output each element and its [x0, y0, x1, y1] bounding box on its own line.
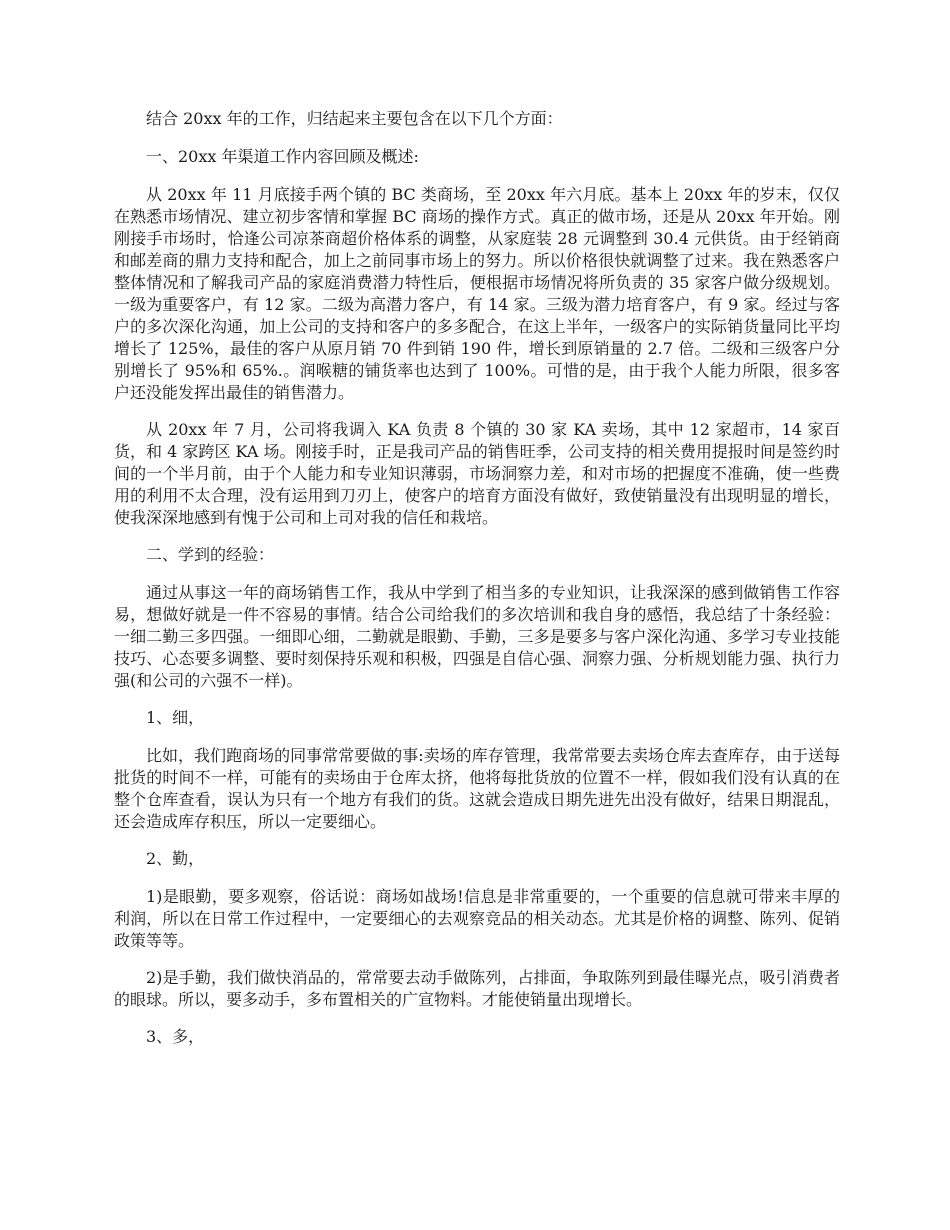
- body-paragraph-detail: 比如，我们跑商场的同事常常要做的事:卖场的库存管理，我常常要去卖场仓库去查库存，由于送每批货的时间不一样，可能有的卖场由于仓库太挤，他将每批货放的位置不一样，假如我们没有认真的在整个仓库查看，误认为只有一个地方有我们的货。这就会造成日期先进先出没有做好，结果日期混乱，还会造成库存积压，所以一定要细心。: [114, 746, 840, 831]
- document-page: [114, 108, 840, 1064]
- intro-paragraph: 结合 20xx 年的工作，归结起来主要包含在以下几个方面：: [146, 109, 563, 128]
- subheading-diligence: 2、勤，: [146, 849, 205, 868]
- body-paragraph-hand-diligence: 2)是手勤，我们做快消品的，常常要去动手做陈列，占排面，争取陈列到最佳曝光点，吸引消费者的眼球。所以，要多动手，多布置相关的广宣物料。才能使销量出现增长。: [114, 968, 840, 1009]
- body-paragraph-experience: 通过从事这一年的商场销售工作，我从中学到了相当多的专业知识，让我深深的感到做销售工作容易，想做好就是一件不容易的事情。结合公司给我们的多次培训和我自身的感悟，我总结了十条经验：一细二勤三多四强。一细即心细，二勤就是眼勤、手勤，三多是要多与客户深化沟通、多学习专业技能技巧、心态要多调整、要时刻保持乐观和积极，四强是自信心强、洞察力强、分析规划能力强、执行力强(和公司的六强不一样)。: [114, 583, 840, 690]
- subheading-detail: 1、细，: [146, 708, 205, 727]
- body-paragraph-ka-market: 从 20xx 年 7 月，公司将我调入 KA 负责 8 个镇的 30 家 KA 卖场，其中 12 家超市，14 家百货，和 4 家跨区 KA 场。刚接手时，正是我司产品的销售旺季，公司支持的相关费用提报时间是签约时间的一个半月前，由于个人能力和专业知识薄弱，市场洞察力差，和对市场的把握度不准确，使一些费用的利用不太合理，没有运用到刀刃上，使客户的培育方面没有做好，致使销量没有出现明显的增长，使我深深地感到有愧于公司和上司对我的信任和栽培。: [114, 420, 840, 527]
- subheading-more: 3、多，: [146, 1027, 205, 1046]
- section-heading-review: 一、20xx 年渠道工作内容回顾及概述:: [146, 147, 419, 166]
- body-paragraph-eye-diligence: 1)是眼勤，要多观察，俗话说：商场如战场!信息是非常重要的，一个重要的信息就可带来丰厚的利润，所以在日常工作过程中，一定要细心的去观察竞品的相关动态。尤其是价格的调整、陈列、促销政策等等。: [114, 887, 840, 950]
- section-heading-experience: 二、学到的经验：: [146, 545, 275, 564]
- body-paragraph-bc-market: 从 20xx 年 11 月底接手两个镇的 BC 类商场，至 20xx 年六月底。基本上 20xx 年的岁末，仅仅在熟悉市场情况、建立初步客情和掌握 BC 商场的操作方式。真正的做市场，还是从 20xx 年开始。刚刚接手市场时，恰逢公司凉茶商超价格体系的调整，从家庭装 28 元调整到 30.4 元供货。由于经销商和邮差商的鼎力支持和配合，加上之前同事市场上的努力。所以价格很快就调整了过来。我在熟悉客户整体情况和了解我司产品的家庭消费潜力特性后，便根据市场情况将所负责的 35 家客户做分级规划。一级为重要客户，有 12 家。二级为高潜力客户，有 14 家。三级为潜力培育客户，有 9 家。经过与客户的多次深化沟通，加上公司的支持和客户的多多配合，在这上半年，一级客户的实际销货量同比平均增长了 125%，最佳的客户从原月销 70 件到销 190 件，增长到原销量的 2.7 倍。二级和三级客户分别增长了 95%和 65%.。润喉糖的铺货率也达到了 100%。可惜的是，由于我个人能力所限，很多客户还没能发挥出最佳的销售潜力。: [114, 185, 840, 402]
